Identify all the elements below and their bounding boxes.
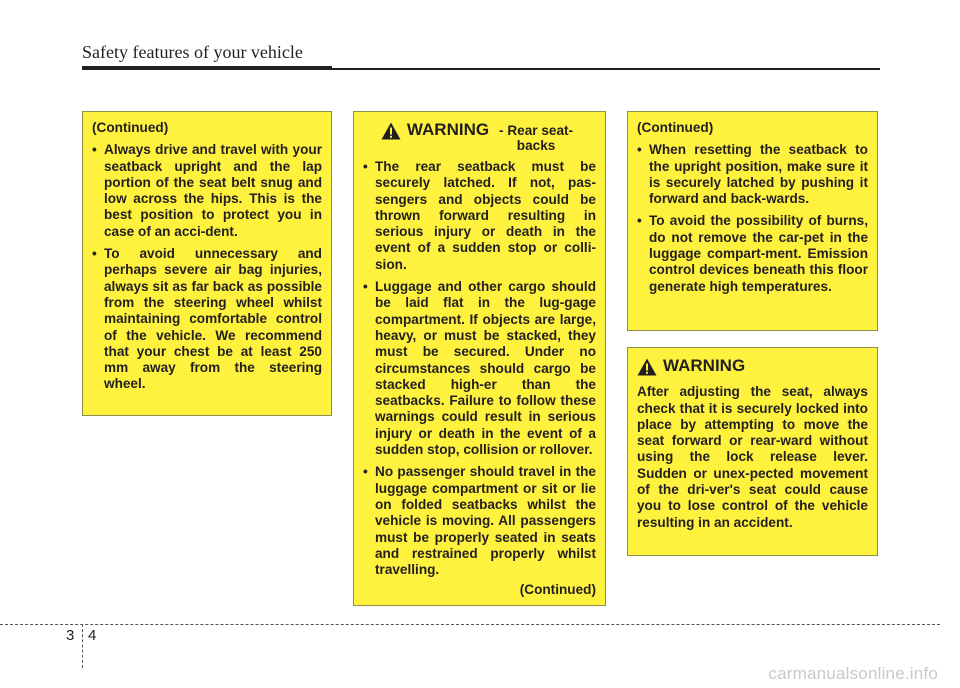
- warning-subtitle: - Rear seat-backs: [499, 123, 574, 153]
- warning-triangle-icon: [637, 356, 663, 380]
- chapter-number: 3: [66, 627, 75, 644]
- page-number: 4: [88, 627, 97, 644]
- list-item: • To avoid unnecessary and perhaps severe air bag injuries, always sit as far back as possible from the steering wheel whilst maintaining comfortable control of the vehicle. We recommend that your chest be at least 250 mm away from the steering wheel.: [92, 246, 322, 393]
- continued-box-left: [82, 111, 332, 416]
- list-item: • The rear seatback must be securely latched. If not, pas-sengers and objects could be thrown forward resulting in serious injury or death in the event of a sudden stop or colli-sion.: [363, 159, 596, 273]
- list-item: • When resetting the seatback to the upright position, make sure it is securely latched by pushing it forward and back-wards.: [637, 142, 868, 207]
- warning-triangle-icon: [381, 120, 407, 144]
- header-rule-thin: [82, 68, 880, 70]
- warning-word: WARNING: [663, 356, 746, 375]
- footer-dashed-divider: [82, 624, 83, 668]
- continued-label: (Continued): [92, 120, 169, 135]
- warning-text: After adjusting the seat, always check that it is securely locked into place by attempting to move the seat forward or rear-ward without using the lock release lever. Sudden or unex-pected movement of the dri-ver's seat could cause you to lose control of the vehicle resulting in an accident.: [637, 384, 868, 530]
- continued-box-right: [627, 111, 878, 331]
- list-item: • To avoid the possibility of burns, do not remove the car-pet in the luggage compart-ment. Emission control devices beneath this floor generate high temperatures.: [637, 213, 868, 294]
- list-item: • No passenger should travel in the luggage compartment or sit or lie on folded seatbacks whilst the vehicle is moving. All passengers must be properly seated in seats and restrained properly whilst travelling.: [363, 464, 596, 578]
- bullet-list: [92, 142, 322, 392]
- list-item: • Luggage and other cargo should be laid flat in the lug-gage compartment. If objects are large, heavy, or must be stacked, they must be secured. Under no circumstances should cargo be stacked high-er than the seatbacks. Failure to follow these warnings could result in serious injury or death in the event of a sudden stop, collision or rollover.: [363, 279, 596, 458]
- warning-box-seat-lock: [627, 347, 878, 556]
- bullet-list: [363, 159, 596, 578]
- bullet-list: [637, 142, 868, 295]
- continued-label: (Continued): [519, 582, 596, 598]
- footer-dashed-rule: [0, 624, 940, 625]
- continued-label: (Continued): [637, 120, 714, 135]
- list-item: • Always drive and travel with your seatback upright and the lap portion of the seat belt snug and low across the hips. This is the best position to protect you in case of an acci-dent.: [92, 142, 322, 240]
- warning-word: WARNING: [406, 120, 490, 139]
- warning-header: [637, 356, 868, 380]
- warning-header: [363, 120, 596, 153]
- watermark: carmanualsonline.info: [768, 664, 938, 683]
- section-title: Safety features of your vehicle: [82, 42, 303, 62]
- warning-box-rear-seatbacks: [353, 111, 606, 606]
